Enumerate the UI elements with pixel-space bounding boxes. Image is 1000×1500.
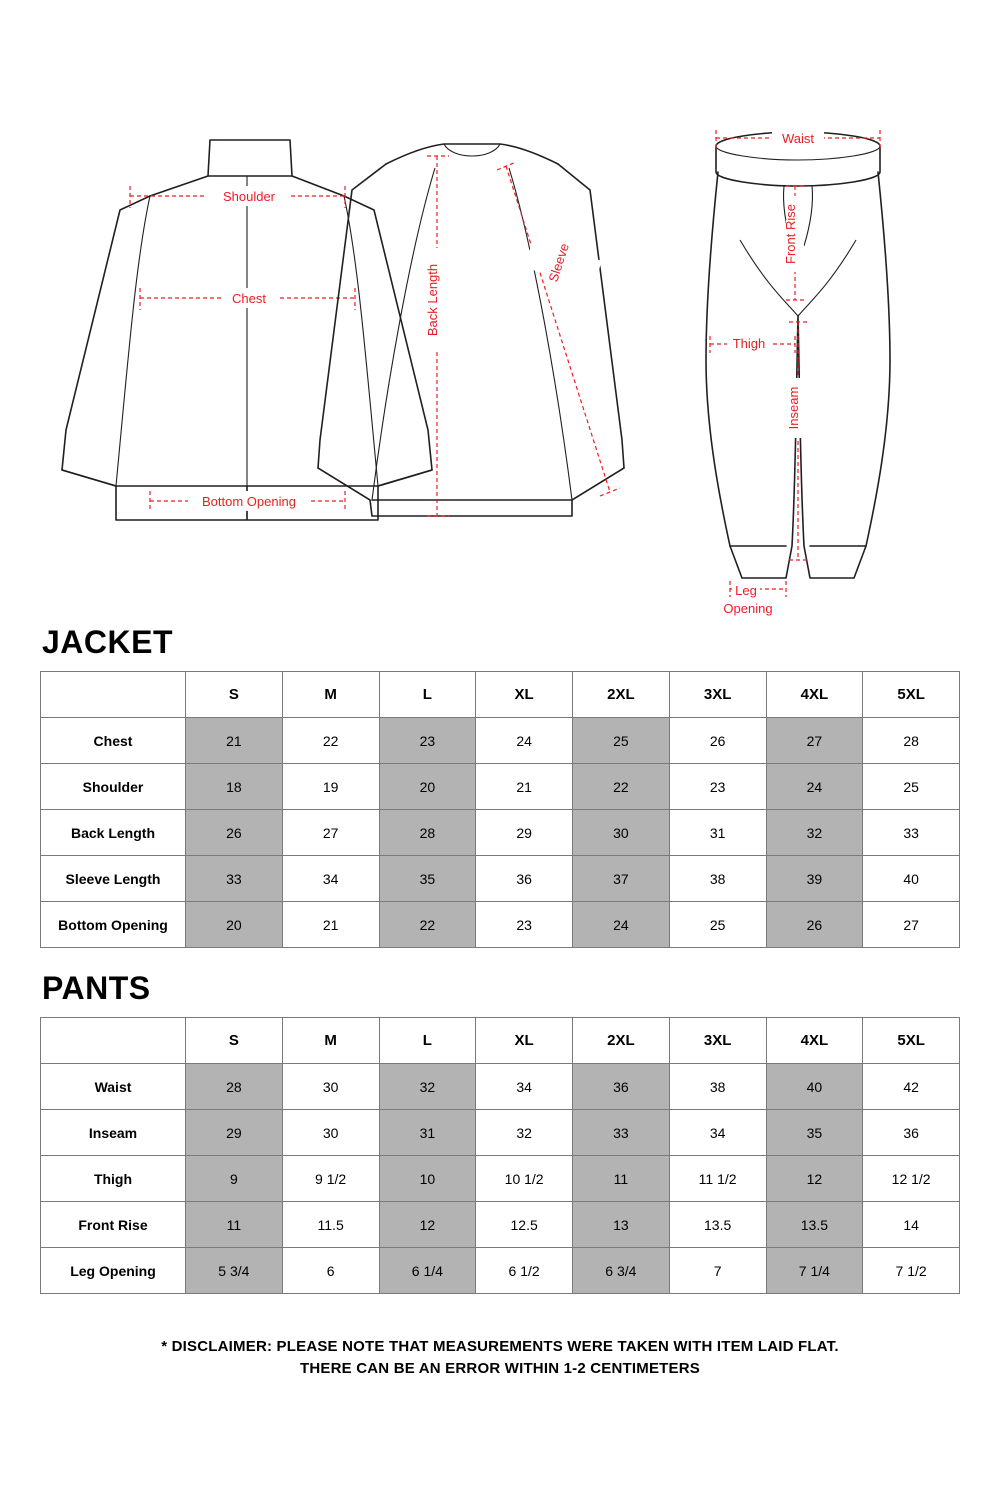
jacket-cell: 24 — [573, 902, 670, 948]
jacket-cell: 22 — [282, 718, 379, 764]
jacket-cell: 20 — [186, 902, 283, 948]
jacket-section — [0, 624, 1000, 948]
jacket-header-size-xl: XL — [476, 672, 573, 718]
jacket-cell: 33 — [186, 856, 283, 902]
pants-cell: 11 1/2 — [669, 1156, 766, 1202]
label-sleeve: Sleeve — [545, 241, 572, 284]
table-row — [41, 1248, 960, 1294]
jacket-cell: 28 — [863, 718, 960, 764]
jacket-cell: 21 — [186, 718, 283, 764]
label-leg-opening-line1: Leg — [735, 583, 757, 598]
jacket-header-row — [41, 672, 960, 718]
label-chest: Chest — [232, 291, 266, 306]
jacket-cell: 26 — [766, 902, 863, 948]
pants-cell: 6 1/4 — [379, 1248, 476, 1294]
disclaimer — [0, 1336, 1000, 1380]
pants-header-corner — [41, 1018, 186, 1064]
pants-cell: 12 — [766, 1156, 863, 1202]
pants-header-size-3xl: 3XL — [669, 1018, 766, 1064]
pants-section — [0, 970, 1000, 1294]
label-back-length: Back Length — [425, 263, 440, 337]
pants-cell: 10 1/2 — [476, 1156, 573, 1202]
jacket-header-size-l: L — [379, 672, 476, 718]
pants-title: PANTS — [42, 970, 151, 1006]
jacket-header-size-4xl: 4XL — [766, 672, 863, 718]
jacket-table-body — [41, 718, 960, 948]
jacket-cell: 19 — [282, 764, 379, 810]
pants-header-row — [41, 1018, 960, 1064]
pants-cell: 14 — [863, 1202, 960, 1248]
disclaimer-line-2: THERE CAN BE AN ERROR WITHIN 1-2 CENTIMETERS — [300, 1359, 700, 1377]
jacket-cell: 32 — [766, 810, 863, 856]
pants-header-size-s: S — [186, 1018, 283, 1064]
pants-cell: 5 3/4 — [186, 1248, 283, 1294]
jacket-cell: 28 — [379, 810, 476, 856]
jacket-cell: 23 — [476, 902, 573, 948]
jacket-cell: 38 — [669, 856, 766, 902]
pants-cell: 34 — [476, 1064, 573, 1110]
pants-cell: 34 — [669, 1110, 766, 1156]
label-front-rise: Front Rise — [783, 204, 798, 264]
jacket-size-table — [40, 671, 960, 948]
jacket-header-size-3xl: 3XL — [669, 672, 766, 718]
jacket-cell: 22 — [379, 902, 476, 948]
jacket-row-label: Bottom Opening — [41, 902, 186, 948]
table-row — [41, 1202, 960, 1248]
jacket-cell: 26 — [669, 718, 766, 764]
jacket-row-label: Back Length — [41, 810, 186, 856]
pants-cell: 28 — [186, 1064, 283, 1110]
table-row — [41, 856, 960, 902]
pants-cell: 7 1/2 — [863, 1248, 960, 1294]
pants-row-label: Thigh — [41, 1156, 186, 1202]
jacket-cell: 23 — [379, 718, 476, 764]
jacket-row-label: Chest — [41, 718, 186, 764]
jacket-header-size-5xl: 5XL — [863, 672, 960, 718]
jacket-cell: 27 — [766, 718, 863, 764]
jacket-cell: 25 — [573, 718, 670, 764]
jacket-back-measures — [425, 156, 620, 516]
pants-cell: 11.5 — [282, 1202, 379, 1248]
pants-header-size-5xl: 5XL — [863, 1018, 960, 1064]
pants-cell: 38 — [669, 1064, 766, 1110]
jacket-cell: 22 — [573, 764, 670, 810]
pants-cell: 11 — [186, 1202, 283, 1248]
pants-header-size-2xl: 2XL — [573, 1018, 670, 1064]
jacket-cell: 18 — [186, 764, 283, 810]
pants-cell: 36 — [573, 1064, 670, 1110]
pants-cell: 36 — [863, 1110, 960, 1156]
pants-cell: 42 — [863, 1064, 960, 1110]
pants-cell: 9 1/2 — [282, 1156, 379, 1202]
jacket-cell: 29 — [476, 810, 573, 856]
pants-cell: 40 — [766, 1064, 863, 1110]
pants-row-label: Leg Opening — [41, 1248, 186, 1294]
pants-measures — [710, 129, 880, 616]
pants-row-label: Inseam — [41, 1110, 186, 1156]
pants-cell: 9 — [186, 1156, 283, 1202]
pants-cell: 33 — [573, 1110, 670, 1156]
pants-cell: 7 — [669, 1248, 766, 1294]
pants-cell: 12.5 — [476, 1202, 573, 1248]
pants-cell: 7 1/4 — [766, 1248, 863, 1294]
pants-cell: 30 — [282, 1110, 379, 1156]
pants-row-label: Front Rise — [41, 1202, 186, 1248]
table-row — [41, 1156, 960, 1202]
pants-header-size-l: L — [379, 1018, 476, 1064]
pants-cell: 6 — [282, 1248, 379, 1294]
pants-cell: 6 1/2 — [476, 1248, 573, 1294]
jacket-title: JACKET — [42, 624, 174, 660]
label-waist: Waist — [781, 131, 815, 146]
jacket-cell: 39 — [766, 856, 863, 902]
jacket-cell: 27 — [863, 902, 960, 948]
pants-cell: 13 — [573, 1202, 670, 1248]
jacket-cell: 40 — [863, 856, 960, 902]
jacket-cell: 21 — [282, 902, 379, 948]
label-shoulder: Shoulder — [222, 189, 276, 204]
jacket-cell: 33 — [863, 810, 960, 856]
pants-cell: 35 — [766, 1110, 863, 1156]
pants-cell: 31 — [379, 1110, 476, 1156]
pants-cell: 29 — [186, 1110, 283, 1156]
jacket-table-header — [41, 672, 960, 718]
jacket-cell: 26 — [186, 810, 283, 856]
pants-cell: 13.5 — [766, 1202, 863, 1248]
disclaimer-line-1: * DISCLAIMER: PLEASE NOTE THAT MEASUREMENTS WERE TAKEN WITH ITEM LAID FLAT. — [161, 1338, 839, 1355]
table-row — [41, 810, 960, 856]
jacket-cell: 25 — [863, 764, 960, 810]
label-bottom-opening: Bottom Opening — [202, 494, 296, 509]
jacket-cell: 24 — [766, 764, 863, 810]
pants-size-table — [40, 1017, 960, 1294]
jacket-cell: 25 — [669, 902, 766, 948]
jacket-header-size-m: M — [282, 672, 379, 718]
label-inseam: Inseam — [786, 386, 801, 430]
table-row — [41, 764, 960, 810]
pants-cell: 11 — [573, 1156, 670, 1202]
pants-cell: 12 1/2 — [863, 1156, 960, 1202]
jacket-header-size-2xl: 2XL — [573, 672, 670, 718]
pants-cell: 12 — [379, 1202, 476, 1248]
jacket-cell: 36 — [476, 856, 573, 902]
table-row — [41, 1064, 960, 1110]
jacket-back-illustration — [318, 144, 624, 516]
label-leg-opening-line2: Opening — [723, 601, 773, 616]
jacket-header-size-s: S — [186, 672, 283, 718]
jacket-cell: 34 — [282, 856, 379, 902]
jacket-cell: 24 — [476, 718, 573, 764]
table-row — [41, 718, 960, 764]
pants-header-size-xl: XL — [476, 1018, 573, 1064]
table-row — [41, 1110, 960, 1156]
jacket-cell: 20 — [379, 764, 476, 810]
pants-table-body — [41, 1064, 960, 1294]
label-thigh: Thigh — [732, 336, 766, 351]
table-row — [41, 902, 960, 948]
pants-header-size-m: M — [282, 1018, 379, 1064]
pants-row-label: Waist — [41, 1064, 186, 1110]
jacket-cell: 37 — [573, 856, 670, 902]
jacket-cell: 31 — [669, 810, 766, 856]
jacket-header-corner — [41, 672, 186, 718]
jacket-row-label: Shoulder — [41, 764, 186, 810]
garment-diagram — [0, 0, 1000, 620]
pants-cell: 30 — [282, 1064, 379, 1110]
jacket-cell: 23 — [669, 764, 766, 810]
jacket-cell: 27 — [282, 810, 379, 856]
jacket-row-label: Sleeve Length — [41, 856, 186, 902]
jacket-cell: 21 — [476, 764, 573, 810]
jacket-cell: 30 — [573, 810, 670, 856]
pants-cell: 32 — [379, 1064, 476, 1110]
pants-cell: 6 3/4 — [573, 1248, 670, 1294]
pants-table-header — [41, 1018, 960, 1064]
jacket-front-measures — [130, 186, 355, 512]
pants-cell: 13.5 — [669, 1202, 766, 1248]
jacket-cell: 35 — [379, 856, 476, 902]
pants-header-size-4xl: 4XL — [766, 1018, 863, 1064]
pants-cell: 10 — [379, 1156, 476, 1202]
pants-cell: 32 — [476, 1110, 573, 1156]
